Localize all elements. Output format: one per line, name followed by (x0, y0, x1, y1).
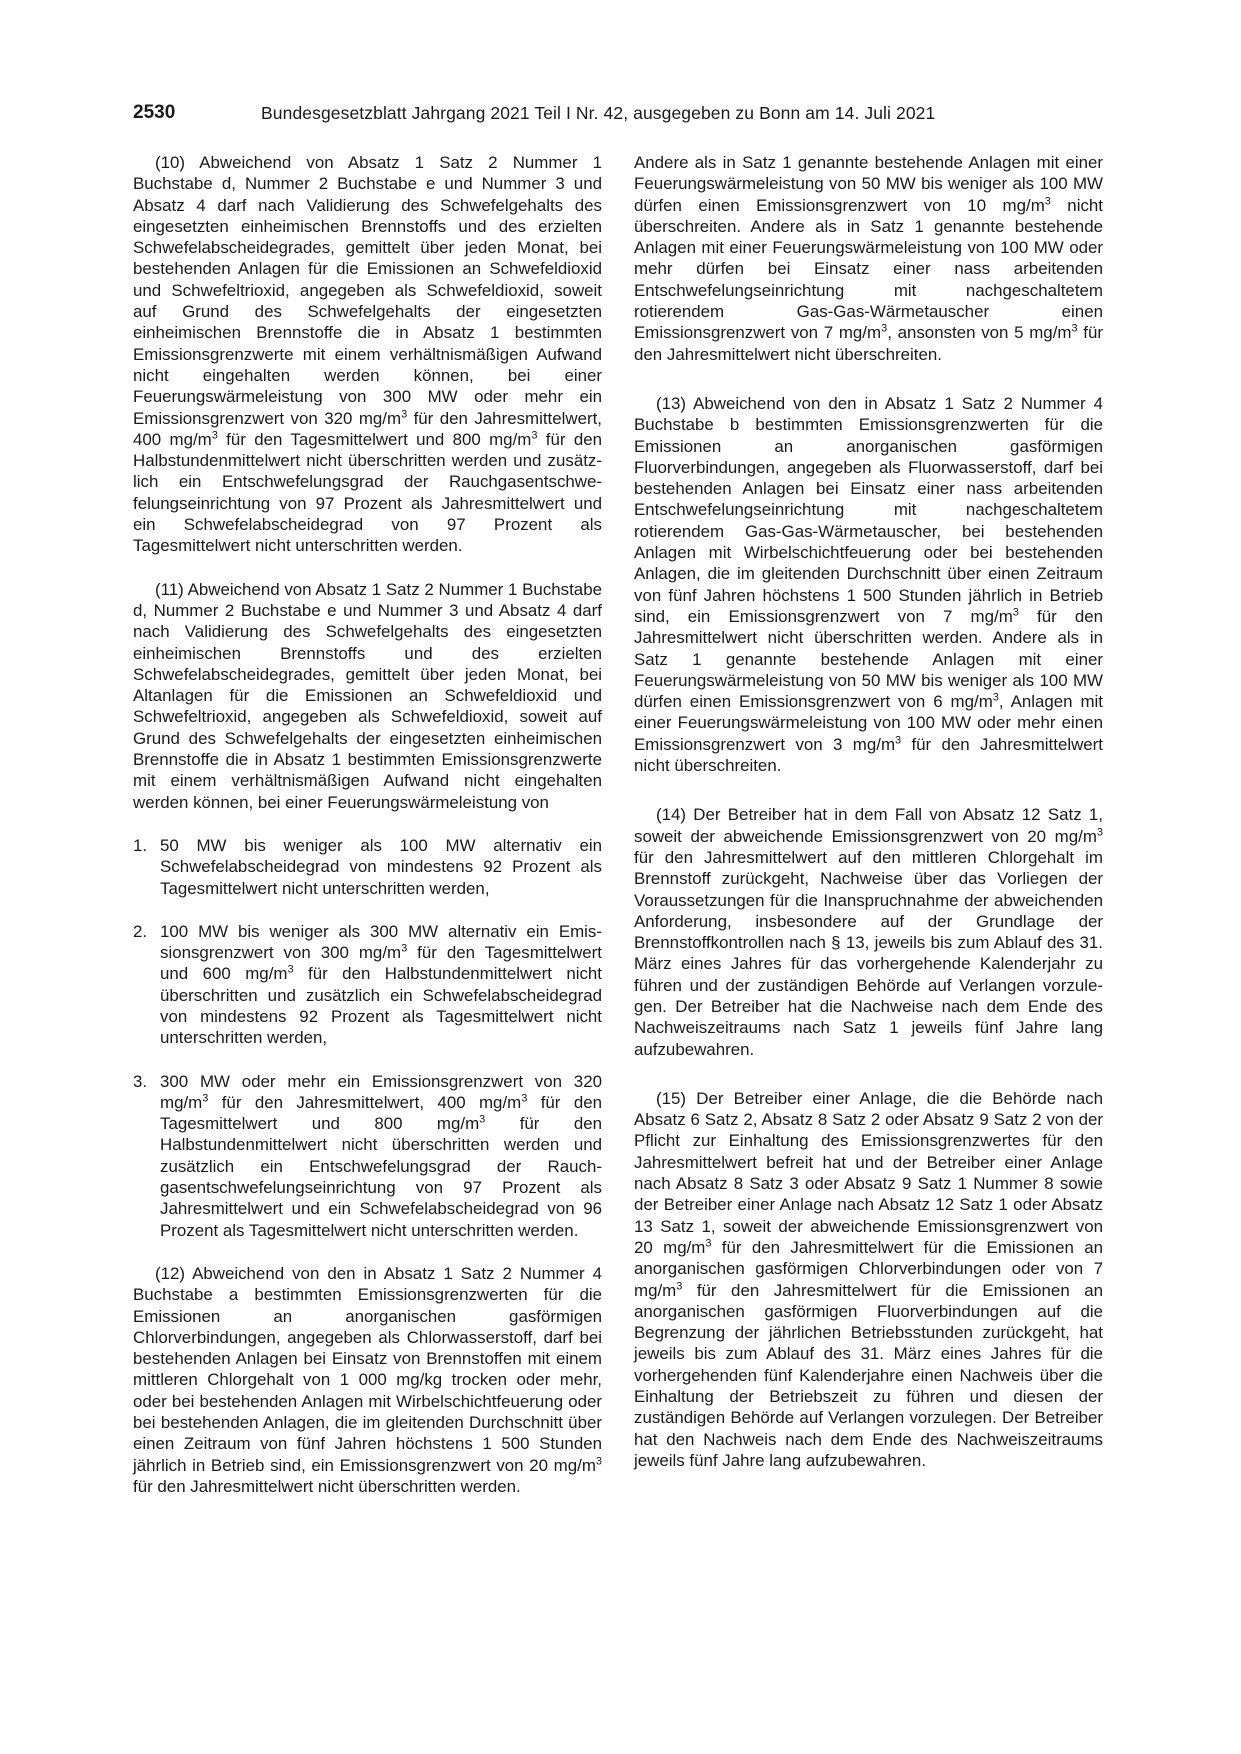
page-header (133, 100, 1119, 126)
list-number: 2. (133, 921, 148, 941)
paragraph-14: (14) Der Betreiber hat in dem Fall von Absatz 12 Satz 1, soweit der abweichende Emissionsgrenzwert von 20 $mg/m^3$ für den Jahresmittelwert auf den mittleren Chlorgehalt im Brennstoff zurückgeht, Nachweise über das Vorliegen der Voraussetzungen für die Inanspruchnahme der abweichenden Anforderung, insbesondere auf der Grundlage der Brennstoffkontrollen nach § 13, jeweils bis zum Ablauf des 31. März eines Jahres für das vorhergehende Kalenderjahr zu führen und der zuständigen Behörde auf Verlangen vorzulegen. Der Betreiber hat die Nachweise nach dem Ende des Nachweiszeitraums nach Satz 1 jeweils fünf Jahre lang aufzubewahren. (634, 805, 1103, 1059)
list-number: 1. (133, 835, 148, 855)
left-column (133, 152, 602, 1497)
list-text: 100 MW bis weniger als 300 MW alternativ ein Emissionsgrenzwert von 300 $mg/m^3$ für den Tagesmittelwert und 600 $mg/m^3$ für den Halbstundenmittelwert nicht überschritten und zusätzlich ein Schwefelabscheidegrad von mindestens 92 Prozent als Tagesmittelwert nicht unterschritten werden, (160, 921, 602, 1048)
paragraph-12: (12) Abweichend von den in Absatz 1 Satz 2 Nummer 4 Buchstabe a bestimmten Emissionsgrenzwerten für die Emissionen an anorganischen gasförmigen Chlorverbindungen, angegeben als Chlorwasserstoff, darf bei bestehenden Anlagen bei Einsatz von Brennstoffen mit einem mittleren Chlorgehalt von 1 000 mg/kg trocken oder mehr, oder bei bestehenden Anlagen mit Wirbelschichtfeuerung oder bei bestehenden Anlagen, die im gleitenden Durchschnitt über einen Zeitraum von fünf Jahren höchstens 1 500 Stunden jährlich in Betrieb sind, ein Emissionsgrenzwert von 20 $mg/m^3$ für den Jahresmittelwert nicht überschritten werden. (133, 1263, 602, 1496)
paragraph-13: (13) Abweichend von den in Absatz 1 Satz 2 Nummer 4 Buchstabe b bestimmten Emissionsgrenzwerten für die Emissionen an anorganischen gasförmigen Fluorverbindungen, angegeben als Fluorwasserstoff, darf bei bestehenden Anlagen bei Einsatz einer nass arbeitenden Entschwefelungseinrichtung mit nachgeschaltetem rotierendem Gas-Gas-Wärmetauscher, bei bestehenden Anlagen mit Wirbelschichtfeuerung oder bei bestehenden Anlagen, die im gleitenden Durchschnitt über einen Zeitraum von fünf Jahren höchstens 1 500 Stunden jährlich in Betrieb sind, ein Emissionsgrenzwert von 7 $mg/m^3$ für den Jahresmittelwert nicht überschritten werden. Andere als in Satz 1 genannte bestehende Anlagen mit einer Feuerungswärmeleistung von 50 MW bis weniger als 100 MW dürfen einen Emissionsgrenzwert von 6 $mg/m^3$, Anlagen mit einer Feuerungswärmeleistung von 100 MW oder mehr einen Emissionsgrenzwert von 3 $mg/m^3$ für den Jahresmittelwert nicht überschreiten. (634, 393, 1104, 776)
page-number: 2530 (133, 102, 176, 123)
list-item-2 (133, 921, 602, 1049)
list-text: 50 MW bis weniger als 100 MW alternativ ein Schwefelabscheidegrad von mindestens 92 Prozent als Tagesmittelwert nicht unterschritten werden, (160, 835, 602, 898)
list-number: 3. (133, 1071, 148, 1091)
gazette-title: Bundesgesetzblatt Jahrgang 2021 Teil I Nr. 42, ausgegeben zu Bonn am 14. Juli 2021 (261, 103, 936, 123)
list-item-1 (133, 835, 602, 899)
list-item-3 (133, 1071, 602, 1241)
paragraph-12-continuation: Andere als in Satz 1 genannte bestehende Anlagen mit einer Feuerungswärmeleistung von 50 MW bis weniger als 100 MW dürfen einen Emissionsgrenzwert von 10 $mg/m^3$ nicht überschreiten. Andere als in Satz 1 genannte bestehende Anlagen mit einer Feuerungswärmeleistung von 100 MW oder mehr dürfen bei Einsatz einer nass arbeitenden Entschwefelungseinrichtung mit nachgeschaltetem rotierendem Gas-Gas-Wärmetauscher einen Emissionsgrenzwert von 7 $mg/m^3$, ansonsten von 5 $mg/m^3$ für den Jahresmittelwert nicht überschreiten. (634, 153, 1103, 364)
list-text: 300 MW oder mehr ein Emissionsgrenzwert von 320 $mg/m^3$ für den Jahresmittelwert, 400 $mg/m^3$ für den Tagesmittelwert und 800 $mg/m^3$ für den Halbstundenmittelwert nicht überschritten werden und zusätzlich ein Entschwefelungsgrad der Rauchgasentschwefelungseinrichtung von 97 Prozent als Jahresmittelwert und ein Schwefelabscheidegrad von 96 Prozent als Tagesmittelwert nicht unterschritten werden. (160, 1071, 602, 1240)
paragraph-10: (10) Abweichend von Absatz 1 Satz 2 Nummer 1 Buchstabe d, Nummer 2 Buchstabe e und Nummer 3 und Absatz 4 darf nach Validierung des Schwefelgehalts des eingesetzten einheimischen Brennstoffs und des erzielten Schwefelabscheidegrades, gemittelt über jeden Monat, bei bestehenden Anlagen für die Emissionen an Schwefeldioxid und Schwefeltrioxid, angegeben als Schwefeldioxid, soweit auf Grund des Schwefelgehalts der eingesetzten einheimischen Brennstoffe die in Absatz 1 bestimmten Emissionsgrenzwerte mit einem verhältnismäßigen Aufwand nicht eingehalten werden können, bei einer Feuerungswärmeleistung von 300 MW oder mehr ein Emissionsgrenzwert von 320 $mg/m^3$ für den Jahresmittelwert, 400 $mg/m^3$ für den Tagesmittelwert und 800 $mg/m^3$ für den Halbstundenmittelwert nicht überschritten werden und zusätzlich ein Entschwefelungsgrad der Rauchgasentschwefelungseinrichtung von 97 Prozent als Jahresmittelwert und ein Schwefelabscheidegrad von 97 Prozent als Tagesmittelwert nicht unterschritten werden. (133, 153, 602, 556)
paragraph-11: (11) Abweichend von Absatz 1 Satz 2 Nummer 1 Buchstabe d, Nummer 2 Buchstabe e und Nummer 3 und Absatz 4 darf nach Validierung des Schwefelgehalts des eingesetzten einheimischen Brennstoffs und des erzielten Schwefelabscheidegrades, gemittelt über jeden Monat, bei Altanlagen für die Emissionen an Schwefeldioxid und Schwefeltrioxid, angegeben als Schwefeldioxid, soweit auf Grund des Schwefelgehalts der eingesetzten einheimischen Brennstoffe die in Absatz 1 bestimmten Emissionsgrenzwerte mit einem verhältnismäßigen Aufwand nicht eingehalten werden können, bei einer Feuerungswärmeleistung von (133, 579, 602, 812)
paragraph-15: (15) Der Betreiber einer Anlage, die die Behörde nach Absatz 6 Satz 2, Absatz 8 Satz 2 oder Absatz 9 Satz 2 von der Pflicht zur Einhaltung des Emissionsgrenzwertes für den Jahresmittelwert befreit hat und der Betreiber einer Anlage nach Absatz 8 Satz 3 oder Absatz 9 Satz 1 Nummer 8 sowie der Betreiber einer Anlage nach Absatz 12 Satz 1 oder Absatz 13 Satz 1, soweit der abweichende Emissionsgrenzwert von 20 $mg/m^3$ für den Jahresmittelwert für die Emissionen an anorganischen gasförmigen Chlorverbindungen oder von 7 $mg/m^3$ für den Jahresmittelwert für die Emissionen an anorganischen gasförmigen Fluorverbindungen auf die Begrenzung der jährlichen Betriebsstunden zurückgeht, hat jeweils bis zum Ablauf des 31. März eines Jahres für die vorhergehenden fünf Kalenderjahre einen Nachweis über die Einhaltung der Betriebszeit zu führen und diesen der zuständigen Behörde auf Verlangen vorzulegen. Der Betreiber hat den Nachweis nach dem Ende des Nachweiszeitraums jeweils fünf Jahre lang aufzubewahren. (634, 1088, 1103, 1470)
right-column (634, 152, 1103, 1471)
